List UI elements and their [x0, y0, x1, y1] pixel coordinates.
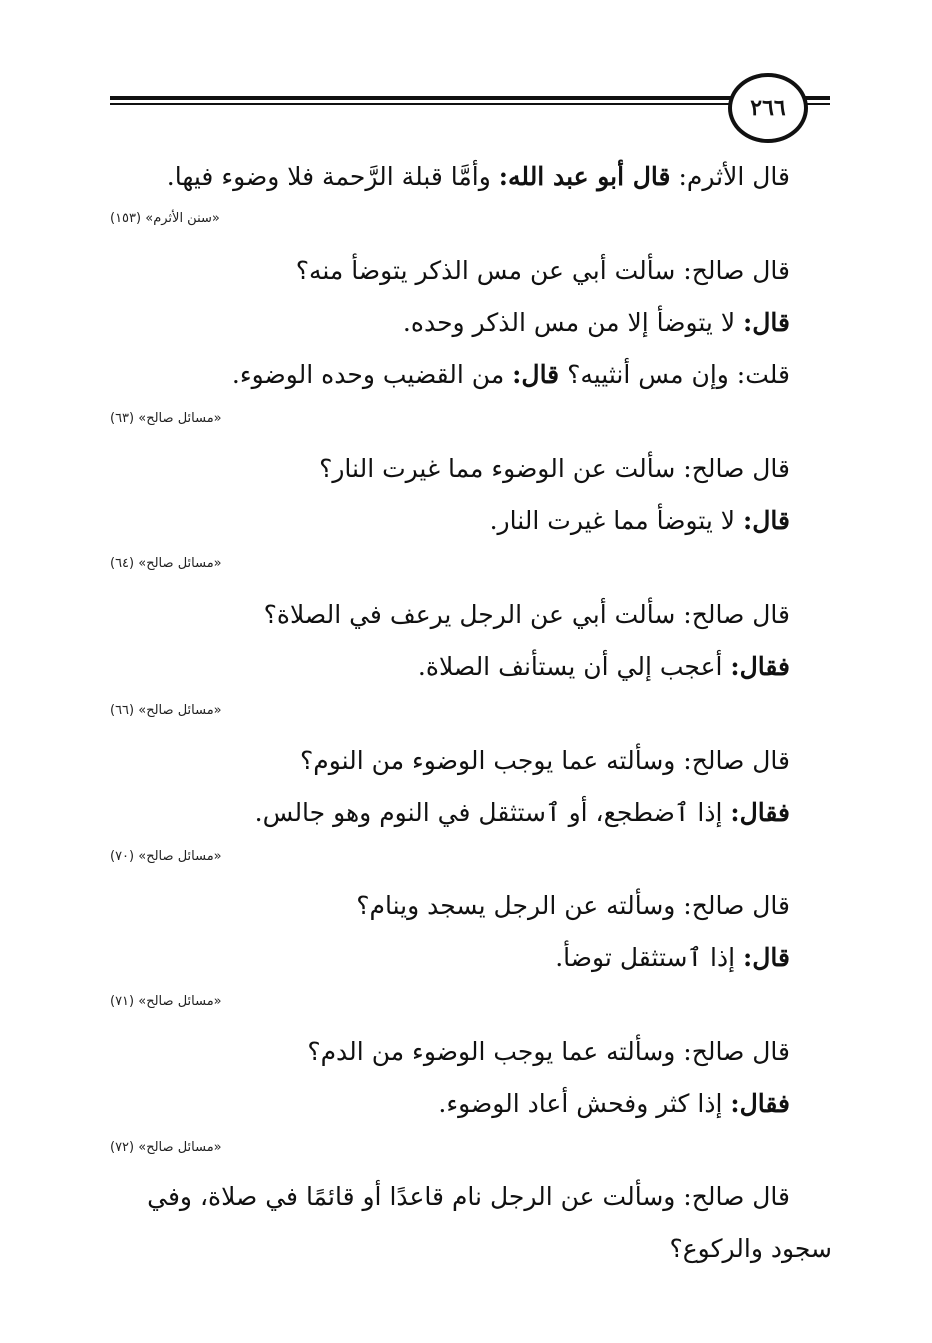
- page-number: ٢٦٦: [728, 73, 808, 143]
- header-rule: [110, 96, 830, 110]
- speaker: قال صالح:: [683, 600, 790, 629]
- text-line: [110, 1180, 790, 1214]
- bold-quote: فقال:: [730, 652, 790, 681]
- bold-quote: فقال:: [730, 798, 790, 827]
- line-text: وسألته عما يوجب الوضوء من النوم؟: [299, 746, 676, 775]
- text-line: [307, 1035, 790, 1069]
- source-citation: «سنن الأثرم» (١٥٣): [110, 211, 220, 226]
- line-text: وسألته عما يوجب الوضوء من الدم؟: [307, 1037, 676, 1066]
- source-citation: «مسائل صالح» (٧٠): [110, 849, 222, 864]
- line-text: إذا ٱستثقل توضأ.: [555, 943, 736, 972]
- bold-quote: قال:: [743, 308, 790, 337]
- header-rule-thin: [110, 103, 830, 105]
- line-text: وسألته عن الرجل يسجد وينام؟: [356, 891, 676, 920]
- text-line: [255, 796, 790, 830]
- line-text: من القضيب وحده الوضوء.: [231, 360, 505, 389]
- text-line: [403, 306, 790, 340]
- line-text: وأمَّا قبلة الرَّحمة فلا وضوء فيها.: [166, 162, 491, 191]
- text-line: [296, 254, 790, 288]
- source-citation: «مسائل صالح» (٦٤): [110, 556, 222, 571]
- speaker: قال صالح:: [683, 454, 790, 483]
- source-citation: «مسائل صالح» (٧٢): [110, 1140, 222, 1155]
- bold-quote: قال أبو عبد الله:: [498, 162, 671, 191]
- line-text: أعجب إلي أن يستأنف الصلاة.: [417, 652, 723, 681]
- speaker: قلت:: [736, 360, 790, 389]
- bold-quote: قال:: [743, 943, 790, 972]
- speaker: قال صالح:: [683, 1037, 790, 1066]
- line-text: سجود والركوع؟: [669, 1234, 832, 1263]
- text-line: [264, 598, 790, 632]
- line-text: وإن مس أنثييه؟: [567, 360, 729, 389]
- line-text: إذا كثر وفحش أعاد الوضوء.: [438, 1089, 723, 1118]
- text-line: [438, 1087, 790, 1121]
- line-text: إذا ٱضطجع، أو ٱستثقل في النوم وهو جالس.: [254, 798, 723, 827]
- speaker: قال صالح:: [683, 256, 790, 285]
- text-line: [232, 358, 790, 392]
- text-line: [319, 452, 790, 486]
- bold-quote: قال:: [512, 360, 560, 389]
- text-line: [669, 1232, 832, 1266]
- text-line: [490, 504, 790, 538]
- text-line: [356, 889, 790, 923]
- header-rule-thick: [110, 96, 830, 100]
- text-line: [300, 744, 790, 778]
- source-citation: «مسائل صالح» (٦٦): [110, 703, 222, 718]
- line-text: سألت أبي عن الرجل يرعف في الصلاة؟: [263, 600, 676, 629]
- line-text: سألت أبي عن مس الذكر يتوضأ منه؟: [295, 256, 676, 285]
- bold-quote: فقال:: [730, 1089, 790, 1118]
- speaker: قال صالح:: [683, 891, 790, 920]
- text-line: [110, 160, 790, 194]
- speaker: قال صالح:: [683, 746, 790, 775]
- line-text: لا يتوضأ مما غيرت النار.: [489, 506, 736, 535]
- line-text: لا يتوضأ إلا من مس الذكر وحده.: [402, 308, 736, 337]
- speaker: قال الأثرم:: [678, 162, 790, 191]
- bold-quote: قال:: [743, 506, 790, 535]
- line-text: وسألت عن الرجل نام قاعدًا أو قائمًا في صلاة، وفي: [147, 1182, 676, 1211]
- line-text: سألت عن الوضوء مما غيرت النار؟: [319, 454, 676, 483]
- speaker: قال صالح:: [683, 1182, 790, 1211]
- text-line: [555, 941, 790, 975]
- text-line: [418, 650, 790, 684]
- source-citation: «مسائل صالح» (٦٣): [110, 411, 222, 426]
- source-citation: «مسائل صالح» (٧١): [110, 994, 222, 1009]
